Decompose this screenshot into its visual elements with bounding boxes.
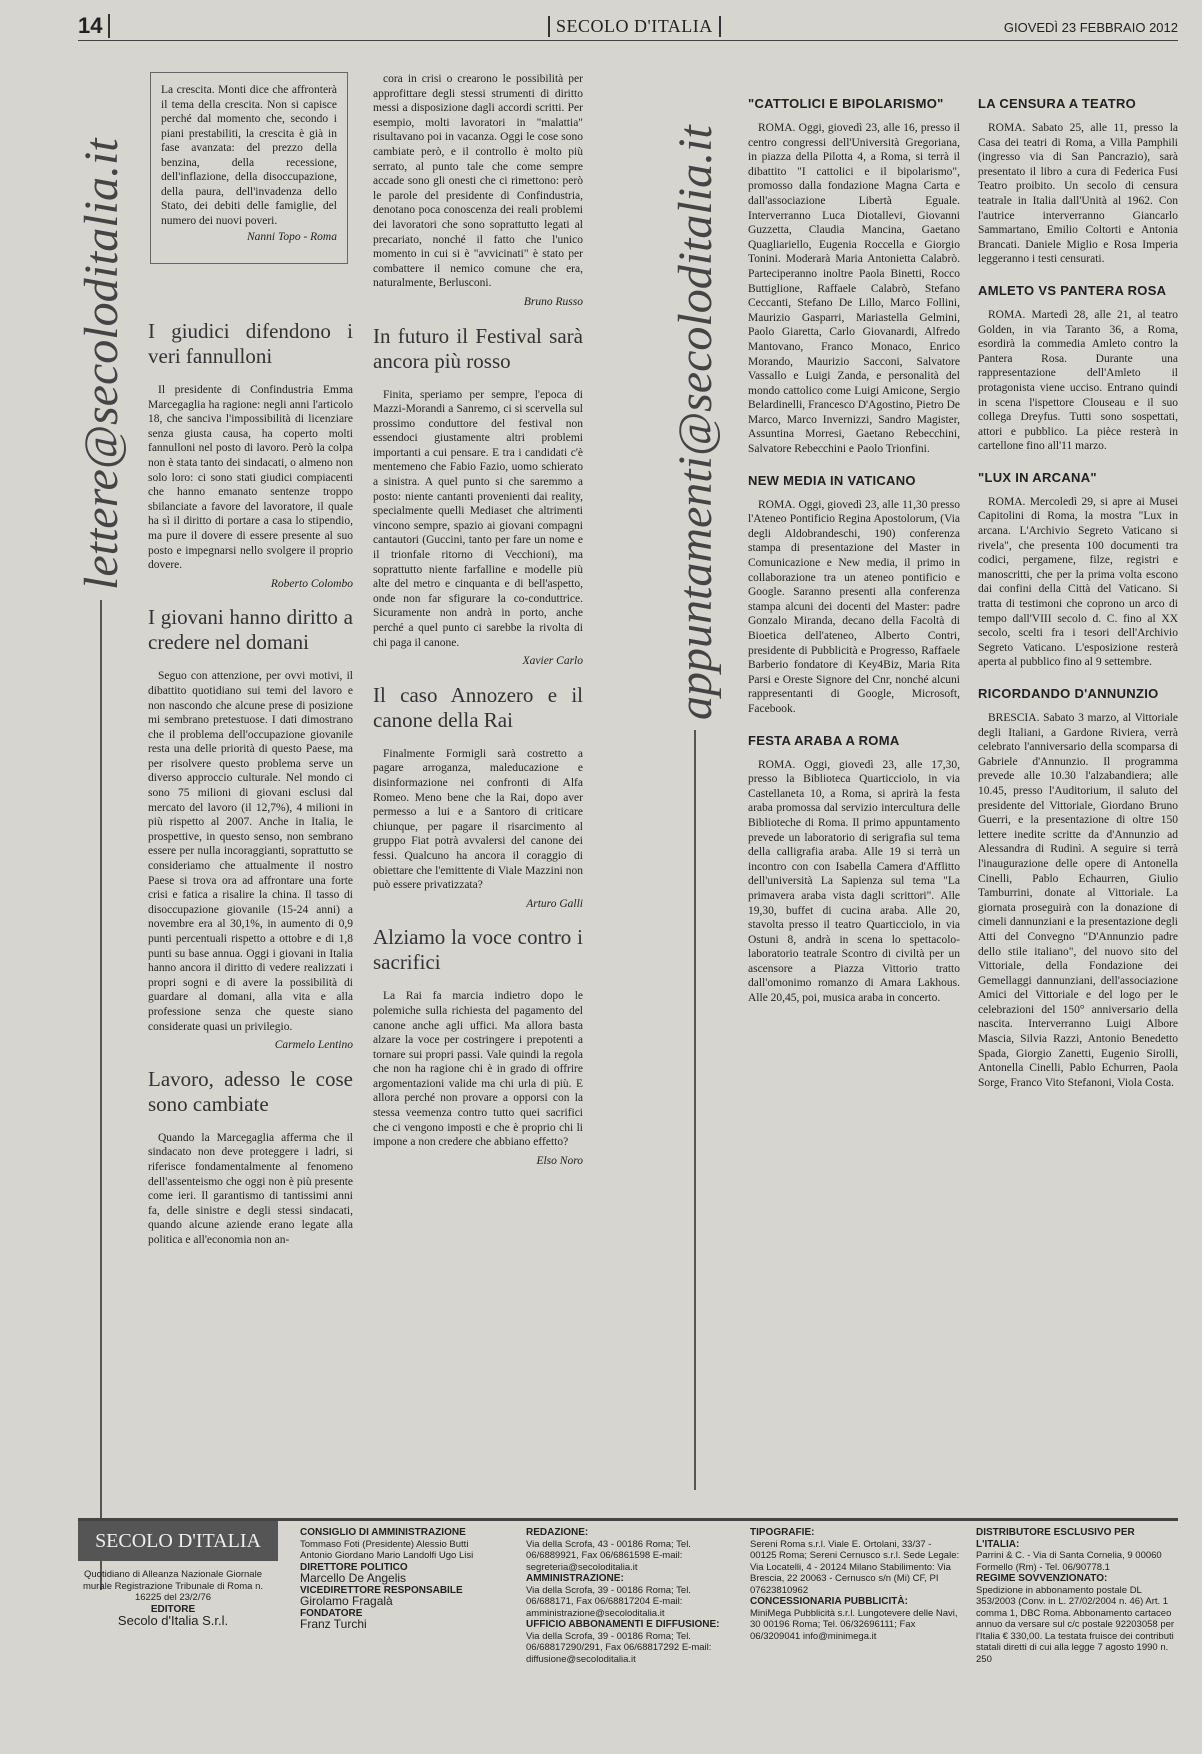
page-number: 14: [78, 14, 110, 38]
pubblicita: MiniMega Pubblicità s.r.l. Lungotevere delle Navi, 30 00196 Roma; Tel. 06/32696111; Fax 06/3209041 info@minimega.it: [750, 1607, 958, 1642]
article-title: Lavoro, adesso le cose sono cambiate: [148, 1066, 353, 1116]
founder: Franz Turchi: [300, 1617, 367, 1631]
article-title: "LUX IN ARCANA": [978, 469, 1097, 485]
article-body: Il presidente di Confindustria Emma Marcegaglia ha ragione: negli anni l'articolo 18, che sanciva l'impossibilità di licenziare senza giusta causa, ha coperto molti fannulloni nel posto di lavoro. Però la colpa non è stata tanto dei sindacati, o almeno non solo loro: ci sono stati giudici compiacenti che hanno emanato sentenze troppo sbilanciate a favore del lavoratore, il quale ha sì il diritto di portare a casa lo stipendio, ma pure il dovere di essere presente al suo posto e impegnarsi nello svolgere il proprio dovere.: [148, 384, 353, 572]
box-signature: Nanni Topo - Roma: [247, 231, 337, 243]
article-body: ROMA. Oggi, giovedì 23, alle 11,30 presso l'Ateneo Pontificio Regina Apostolorum, (Via degli Aldobrandeschi, 190) conferenza stampa di presentazione del Master in Comunicazione e New media, il primo in collaborazione tra un ateneo pontificio e Google. Saranno presenti alla conferenza stampa alcuni dei docenti del Master: padre Gonzalo Miranda, decano della Facoltà di Bioetica dell'ateneo, Alberto Contri, presidente di Pubblicità e Progresso, Raffaele Barberio fondatore di Key4Biz, Maria Rita Parsi e Oreste Signore del Cnr, nonché alcuni rappresentanti di Google, Microsoft, Facebook.: [748, 498, 960, 715]
distributore-label: DISTRIBUTORE ESCLUSIVO PER L'ITALIA:: [976, 1527, 1135, 1550]
article-body: BRESCIA. Sabato 3 marzo, al Vittoriale degli Italiani, a Gardone Riviera, verrà celebrato l'anniversario della scomparsa di Gabriele d'Annunzio. Il programma prevede alle 10.30 l'alzabandiera; alle 10.45, presso l'Auditorium, il saluto del presidente del Vittoriale, Giordano Bruno Guerri, e la presentazione di oltre 150 lettere inedite scritte da d'Annunzio ad Alessandra di Rudinì. A seguire si terrà l'inaugurazione delle opere di Antonella Cinelli, Pablo Echaurren, Giulio Tamburrini, donate al Vittoriale. La giornata proseguirà con la donazione di cimeli dannunziani e la presentazione degli Atti del Convegno "D'Annunzio padre dello stile italiano", del nuovo sito del Vittoriale, della Fondazione dei Gemellaggi dannunziani, dell'associazione Amici del Vittoriale e del logo per le celebrazioni del 150° anniversario della nascita. Interverranno Luigi Albore Mascia, Silvia Razzi, Antonio Benedetto Spada, Giorgio Zanetti, Eugenio Sirolli, Antonella Cinelli, Pablo Echurren, Paola Sorge, Franco Vito Stefanoni, Viola Costa.: [978, 712, 1178, 1089]
article-title: I giovani hanno diritto a credere nel domani: [148, 605, 353, 655]
amministrazione-label: AMMINISTRAZIONE:: [526, 1573, 624, 1584]
editor: Secolo d'Italia S.r.l.: [117, 1613, 229, 1628]
article-body: cora in crisi o crearono le possibilità per approfittare degli stessi strumenti di diritto messi a disposizione dagli accordi scritti. Per esempio, molti lavoratori in "malattia" risultavano poi in vacanza. Oggi le cose sono cambiate però, e il controllo è molto più serrato, al punto tale che come sempre accade sono gli onesti che ci rimettono: però le parole del presidente di Confindustria, denotano poca conoscenza dei reali problemi dei lavoratori che sono soprattutto legati al precariato, nonché il fatto che l'unico momento in cui si è "avvicinati" è stato per combattere il nemico comune che era, naturalmente, Berlusconi.: [373, 73, 583, 290]
intro-box: [150, 72, 348, 264]
article-body: ROMA. Sabato 25, alle 11, presso la Casa dei teatri di Roma, a Villa Pamphili (ingresso via di San Pancrazio), sarà presentato il libro a cura di Federica Fusi Teatro proibito. Un secolo di censura teatrale in Italia dall'Unità al 1962. Con l'autrice interverranno Giancarlo Sammartano, Emilio Coltorti e Antonia Brancati. Daniele Miglio e Rosa Imperia leggeranno i testi censurati.: [978, 122, 1178, 266]
pubblicita-label: CONCESSIONARIA PUBBLICITÀ:: [750, 1596, 908, 1607]
article-signature: Arturo Galli: [526, 897, 583, 910]
issue-date: GIOVEDÌ 23 FEBBRAIO 2012: [1003, 20, 1178, 35]
article-title: Alziamo la voce contro i sacrifici: [373, 925, 583, 975]
article-body: ROMA. Martedì 28, alle 21, al teatro Golden, in via Taranto 36, a Roma, esordirà la commedia Amleto contro la Pantera Rosa. Durante una rappresentazione dell'Amleto il protagonista viene ucciso. Entrano quindi in scena l'ispettore Clouseau e il suo collega Dreyfus. Tutti sono sospettati, attori e pubblico. La pièce resterà in cartellone fino all'11 marzo.: [978, 308, 1178, 453]
article-body: Finita, speriamo per sempre, l'epoca di Mazzi-Morandi a Sanremo, ci si scervella sul prossimo conduttore del festival non essendoci giustamente altri problemi importanti a cui pensare. E tra i candidati c'è mentemeno che Fabio Fazio, uomo schierato a sinistra. A quel punto si che saremmo a posto: niente cantanti provenienti dai reality, specialmente quelli Mediaset che altrimenti vincono sempre, spazio ai giovani compagni cantautori (Guccini, tanto per fare un nome e il trionfale ritorno di Vecchioni), ma soprattutto niente farfalline e modelle più alte del metro e cinquanta e di bell'aspetto, onde non far sfigurare la co-conduttrice. Sicuramente non andrà in porto, anche perché a quel punto ci sarebbe la rivolta di chi paga il canone.: [373, 388, 583, 649]
article-signature: Bruno Russo: [523, 295, 583, 308]
distributore: Parrini & C. - Via di Santa Cornelia, 9 00060 Formello (Rm) - Tel. 06/90778.1: [976, 1550, 1162, 1573]
publication-info: Quotidiano di Alleanza Nazionale Giornale murale Registrazione Tribunale di Roma n. 16225 del 23/2/76: [82, 1569, 264, 1603]
article-title: FESTA ARABA A ROMA: [748, 732, 900, 748]
letters-column-1: [148, 305, 353, 1252]
article-title: NEW MEDIA IN VATICANO: [748, 472, 916, 488]
article-title: LA CENSURA A TEATRO: [978, 96, 1137, 111]
article-body: Quando la Marcegaglia afferma che il sindacato non deve proteggere i ladri, si riferisce fondamentalmente al fenomeno dell'assenteismo che oggi non è più presente come ieri. Il garantismo di tantissimi anni fa, delle sinistre e degli stessi sindacati, quando alcune aziende erano legate alla politica e all'economia non an-: [148, 1131, 353, 1246]
board-label: CONSIGLIO DI AMMINISTRAZIONE: [300, 1527, 466, 1538]
appointments-column-2: [978, 80, 1178, 1094]
article-body: ROMA. Oggi, giovedì 23, alle 17,30, presso la Biblioteca Quarticciolo, in via Castellaneta 10, a Roma, si aprirà la festa araba promossa dal servizio intercultura delle Biblioteche di Roma. Il primo appuntamento prevede un laboratorio di serigrafia sul tema della calligrafia araba. Alle 19 si terrà un incontro con con Isabella Camera d'Afflitto dell'università La Sapienza sul tema "La primavera araba vista dagli scrittori". Alle 19,30, buffet di cucina araba. Alle 20, stavolta presso il teatro Quarticciolo, in via Ostuni 8, andrà in scena lo spettacolo-laboratorio teatrale Scontro di civiltà per un ascensore a Piazza Vittorio tratto dall'omonimo romanzo di Amara Lakhous. Alle 20,45, poi, musica araba in concerto.: [748, 758, 960, 1005]
article-title: AMLETO VS PANTERA ROSA: [978, 282, 1167, 298]
appointments-column-1: [748, 80, 960, 1010]
article-title: "CATTOLICI E BIPOLARISMO": [748, 96, 944, 111]
regime: Spedizione in abbonamento postale DL 353/2003 (Conv. in L. 27/02/2004 n. 46) Art. 1 comma 1, DBC Roma. Abbonamento cartaceo annuo da versare sul c/c postale 92203058 per l'Italia € 330,00. La testata fruisce dei contributi statali diretti di cui alla legge 7 agosto 1990 n. 250: [976, 1584, 1175, 1665]
appointments-email-label: appuntamenti@secoloditalia.it: [669, 125, 722, 720]
amministrazione: Via della Scrofa, 39 - 00186 Roma; Tel. 06/688171, Fax 06/68817204 E-mail: amministrazione@secoloditalia.it: [526, 1584, 691, 1619]
article-body: La Rai fa marcia indietro dopo le polemiche sulla richiesta del pagamento del canone anche agli uffici. Ma allora basta alzare la voce per costringere i prepotenti a tornare sui propri passi. Vale quindi la regola che non ha ragione chi è in grado di offrire argomentazioni valide ma chi urla di più. E allora perché non provare a opporsi con la stessa veemenza contro tutto quei sacrifici che ci vengono imposti e che è proprio chi li impone a non credere che abbiano effetto?: [373, 990, 583, 1149]
article-signature: Xavier Carlo: [522, 655, 583, 668]
editor-label: EDITORE: [150, 1603, 196, 1615]
redazione: Via della Scrofa, 43 - 00186 Roma; Tel. 06/6889921, Fax 06/6861598 E-mail: segreteria@secoloditalia.it: [526, 1538, 691, 1573]
board: Tommaso Foti (Presidente) Alessio Butti Antonio Giordano Mario Landolfi Ugo Lisi: [300, 1538, 474, 1561]
article-signature: Elso Noro: [536, 1154, 583, 1167]
director: Marcello De Angelis: [300, 1571, 407, 1585]
vice-label: VICEDIRETTORE RESPONSABILE: [300, 1584, 463, 1596]
tipografie: Sereni Roma s.r.l. Viale E. Ortolani, 33/37 - 00125 Roma; Sereni Cernusco s.r.l. Sede Legale: Via Locatelli, 4 - 20124 Milano Stabilimento: Via Brescia, 22 20063 - Cernusco s/n (Mi) CF, PI 07623810962: [750, 1538, 960, 1596]
article-body: ROMA. Mercoledì 29, si apre ai Musei Capitolini di Roma, la mostra "Lux in arcana. L'Archivio Segreto Vaticano si rivela", che presenta 100 documenti tra codici, pergamene, filze, registri e manoscritti, che per la prima volta escono dai confini della Città del Vaticano. Si tratta di testimoni che coprono un arco di tempo dall'VIII secolo d. C. fino al XX secolo, scelti fra i tesori dell'Archivio Segreto Vaticano. L'esposizione resterà aperta al pubblico fino al 9 settembre.: [978, 495, 1178, 669]
founder-label: FONDATORE: [300, 1607, 363, 1619]
article-title: I giudici difendono i veri fannulloni: [148, 319, 353, 368]
article-title: In futuro il Festival sarà ancora più rosso: [373, 323, 583, 373]
masthead: SECOLO D'ITALIA: [548, 16, 721, 37]
page-header: [78, 14, 1178, 41]
vice-director: Girolamo Fragalà: [300, 1594, 393, 1608]
tipografie-label: TIPOGRAFIE:: [750, 1527, 815, 1538]
abbonamenti-label: UFFICIO ABBONAMENTI E DIFFUSIONE:: [526, 1619, 720, 1630]
article-signature: Roberto Colombo: [270, 577, 353, 590]
article-body: Seguo con attenzione, per ovvi motivi, il dibattito quotidiano sui temi del lavoro e non nascondo che alcune prese di posizione mi sembrano pretestuose. I dati dimostrano che il problema dell'occupazione giovanile resta una delle priorità di questo Paese, ma per risolvere questo problema serve un diverso approccio culturale. Nel mondo ci sono 75 milioni di giovani esclusi dal mercato del lavoro (il 12,7%), 4 milioni in più rispetto al 2007. Anche in Italia, le prospettive, in questo senso, non sembrano essere per nulla incoraggianti, soprattutto se consideriamo che attualmente il nostro Paese si trova ora ad affrontare una forte crisi e fatica a risalire la china. Il tasso di disoccupazione giovanile (15-24 anni) a novembre era al 30,1%, in aumento di 0,9 punti percentuali rispetto a ottobre e di 1,8 punti su base annua. Oggi i giovani in Italia hanno ancora il diritto di vedere realizzati i propri sogni e di avere la possibilità di guardare al domani, alla vita e alla professione senza che queste siano considerate quasi un privilegio.: [148, 670, 353, 1033]
divider: [100, 600, 102, 1590]
article-title: Il caso Annozero e il canone della Rai: [373, 682, 583, 732]
divider: [694, 730, 696, 1490]
letters-column-2: [373, 72, 583, 1178]
director-label: DIRETTORE POLITICO: [300, 1561, 408, 1573]
regime-label: REGIME SOVVENZIONATO:: [976, 1573, 1108, 1584]
article-body: Finalmente Formigli sarà costretto a pagare arroganza, maleducazione e disinformazione nei confronti di Alfa Romeo. Meno bene che la Rai, dopo aver permesso a lui e a Santoro di criticare chiunque, per pagare il risarcimento al gruppo Fiat potrà avvalersi del canone dei fessi. Qualcuno ha ancora il coraggio di obiettare che l'emittente di Viale Mazzini non può essere privatizzata?: [373, 747, 583, 892]
article-title: RICORDANDO D'ANNUNZIO: [978, 686, 1159, 701]
redazione-label: REDAZIONE:: [526, 1527, 589, 1538]
colophon: [78, 1518, 1178, 1701]
article-body: ROMA. Oggi, giovedì 23, alle 16, presso il centro congressi dell'Università Gregoriana, in piazza della Pilotta 4, a Roma, si terrà il dibattito "I cattolici e il bipolarismo", promosso dalla fondazione Magna Carta e dall'associazione Libertà Eguale. Interverranno Luca Diotallevi, Giovanni Guzzetta, Claudia Mancina, Gaetano Quagliariello, Eugenia Roccella e Giorgio Tonini. Moderarà Maria Antonietta Calabrò. Parteciperanno inoltre Paola Binetti, Rocco Buttiglione, Raffaele Calabrò, Stefano Ceccanti, Stefano De Lillo, Marco Follini, Maurizio Gasparri, Mariastella Gelmini, Paolo Giaretta, Carlo Giovanardi, Alfredo Mantovano, Franco Monaco, Enrico Morando, Maurizio Sacconi, Salvatore Vassallo e Luigi Zanda, e personalità del mondo cattolico come Luigi Amicone, Sergio Belardinelli, Francesco D'Agostino, Pietro De Marco, Marco Invernizzi, Sandro Magister, Assuntina Morresi, Gaetano Rebecchini, Salvatore Rebecchini e Paolo Trionfini.: [748, 122, 960, 456]
abbonamenti: Via della Scrofa, 39 - 00186 Roma; Tel. 06/68817290/291, Fax 06/68817292 E-mail: diffusione@secoloditalia.it: [526, 1630, 712, 1665]
box-text: La crescita. Monti dice che affronterà il tema della crescita. Non si capisce perché dal momento che, secondo i piani prestabiliti, la crescita è già in fase avanzata: del prezzo della benzina, della recessione, dell'inflazione, della disoccupazione, della paura, dell'invadenza dello Stato, dei debiti delle famiglie, del numero dei nuovi poveri.: [161, 84, 337, 227]
letters-email-label: lettere@secoloditalia.it: [75, 138, 128, 590]
footer-logo: SECOLO D'ITALIA: [78, 1521, 278, 1561]
article-signature: Carmelo Lentino: [274, 1039, 353, 1052]
